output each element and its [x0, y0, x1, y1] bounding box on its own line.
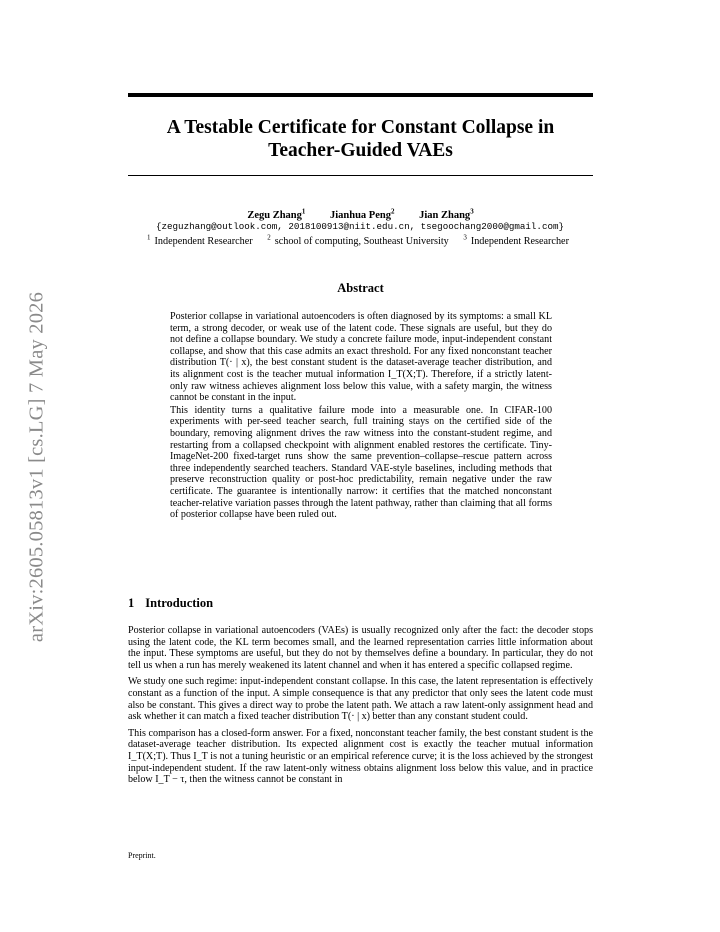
section-title: Introduction — [145, 596, 214, 610]
introduction-body — [128, 625, 593, 791]
abstract-paragraph-1: Posterior collapse in variational autoencoders is often diagnosed by its symptoms: a small KL term, a strong decoder, or weak use of the latent code. These signals are useful, but they do not define a collapse boundary. We study a concrete failure mode, input-independent constant collapse, and show that this case admits an exact threshold. For any fixed nonconstant teacher distribution T(· | x), the best constant student is the dataset-average teacher distribution, and its alignment cost is the teacher mutual information I_T(X;T). Therefore, if a strictly latent-only raw witness achieves alignment loss below this value, with a safety margin, the witness cannot be constant in the input. — [170, 311, 552, 404]
paper-title-line-2: Teacher-Guided VAEs — [268, 140, 453, 161]
title-bottom-rule — [128, 175, 593, 176]
intro-paragraph-1: Posterior collapse in variational autoencoders (VAEs) is usually recognized only after the fact: the decoder stops using the latent code, the KL term becomes small, and the learned representation carries little information about the input. These symptoms are useful, but they do not by themselves define a boundary. In particular, they do not tell us when a run has merely weakened its latent channel and when it has entered a specific collapsed regime. — [128, 625, 593, 671]
intro-paragraph-3: This comparison has a closed-form answer. For a fixed, nonconstant teacher family, the best constant student is the dataset-average teacher distribution. Its expected alignment cost is exactly the teacher mutual information I_T(X;T). Thus I_T is not a tuning heuristic or an empirical reference curve; it is the loss achieved by the strongest input-independent student. If the raw latent-only witness obtains alignment loss below this value, and in practice below I_T − τ, then the witness cannot be constant in — [128, 727, 593, 786]
author-1: Zegu Zhang$^1$ — [247, 207, 306, 221]
abstract-paragraph-2: This identity turns a qualitative failure mode into a measurable one. In CIFAR-100 experiments with per-seed teacher search, full training stays on the certified side of the boundary, removing alignment drives the raw witness into the constant-student regime, and restarting from a collapsed checkpoint with alignment enabled restores the certificate. Tiny-ImageNet-200 fixed-target runs show the same prevention–collapse–rescue pattern across three independently searched teachers. Standard VAE-style baselines, including methods that preserve reconstruction quality or post-hoc predictability, remain negative under the raw certificate. The guarantee is intentionally narrow: it certifies that the matched nonconstant teacher-relative variation passes through the latent pathway, rather than claiming that all forms of posterior collapse have been ruled out. — [170, 404, 552, 521]
title-top-rule — [128, 93, 593, 97]
section-number: 1 — [128, 596, 135, 610]
arxiv-identifier-stamp: arXiv:2605.05813v1 [cs.LG] 7 May 2026 — [25, 291, 48, 643]
author-3: Jian Zhang$^3$ — [419, 207, 474, 221]
author-emails: {zeguzhang@outlook.com, 2018100913@niit.edu.cn, tsegoochang2000@gmail.com} — [156, 221, 564, 232]
affiliation-2: $^2$ school of computing, Southeast University — [267, 234, 449, 248]
paper-title — [128, 116, 593, 162]
paper-title-line-1: A Testable Certificate for Constant Collapse in — [166, 117, 555, 138]
author-affiliations — [110, 234, 610, 247]
affiliation-1: $^1$ Independent Researcher — [147, 234, 253, 248]
preprint-footer: Preprint. — [128, 851, 156, 860]
author-2: Jianhua Peng$^2$ — [330, 207, 395, 221]
affiliation-3: $^3$ Independent Researcher — [463, 234, 569, 248]
author-list — [128, 207, 593, 221]
intro-paragraph-2: We study one such regime: input-independent constant collapse. In this case, the latent representation is effectively constant as a function of the input. A simple consequence is that any predictor that only sees the latent code must also be constant. This gives a direct way to probe the latent path. We attach a raw latent-only assignment head and ask whether it can match a fixed teacher distribution T(· | x) better than any constant student could. — [128, 676, 593, 723]
abstract-body — [170, 311, 552, 522]
abstract-heading: Abstract — [337, 281, 384, 295]
section-heading-introduction — [128, 596, 593, 611]
